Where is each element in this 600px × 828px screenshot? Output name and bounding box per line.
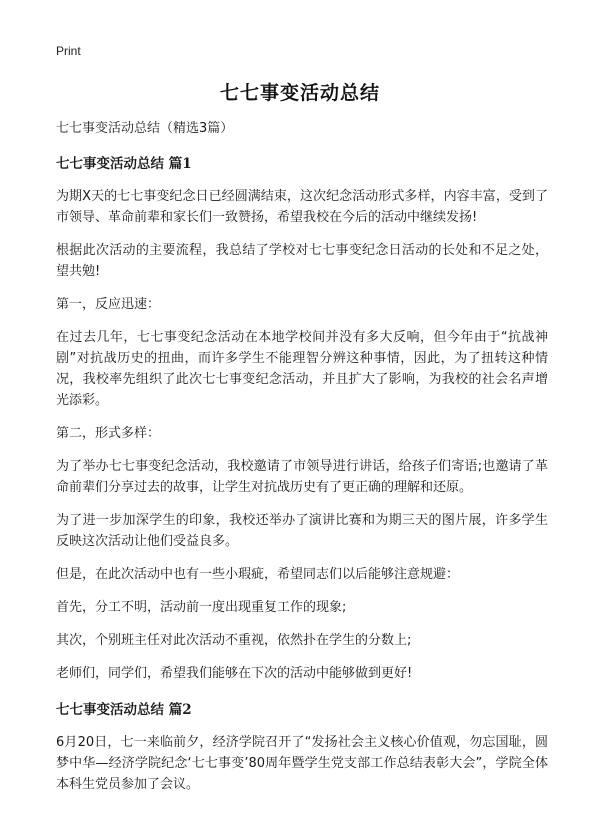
paragraph: 第二，形式多样： xyxy=(56,426,161,441)
paragraph: 但是，在此次活动中也有一些小瑕疵，希望同志们以后能够注意规避： xyxy=(56,567,460,582)
paragraph: 根据此次活动的主要流程，我总结了学校对七七事变纪念日活动的长处和不足之处，望共勉! xyxy=(56,243,548,279)
paragraph: 其次，个别班主任对此次活动不重视，依然扑在学生的分数上; xyxy=(56,633,412,648)
section-heading-2: 七七事变活动总结 篇2 xyxy=(56,702,192,718)
print-link[interactable]: Print xyxy=(56,44,81,58)
section-heading-1: 七七事变活动总结 篇1 xyxy=(56,156,192,172)
document-body xyxy=(56,120,548,807)
paragraph: 第一，反应迅速： xyxy=(56,297,161,312)
paragraph: 为了进一步加深学生的印象，我校还举办了演讲比赛和为期三天的图片展，许多学生反映这次活动让他们受益良多。 xyxy=(56,513,548,549)
paragraph: 为了举办七七事变纪念活动，我校邀请了市领导进行讲话，给孩子们寄语;也邀请了革命前辈们分享过去的故事，让学生对抗战历史有了更正确的理解和还原。 xyxy=(56,459,548,495)
document-subtitle: 七七事变活动总结（精选3篇） xyxy=(56,121,234,136)
paragraph: 6月20日，七一来临前夕，经济学院召开了“发扬社会主义核心价值观，勿忘国耻，圆梦中华—经济学院纪念‘七七事变’80周年暨学生党支部工作总结表彰大会”，学院全体本科生党员参加了会议。 xyxy=(56,735,548,792)
paragraph: 首先，分工不明，活动前一度出现重复工作的现象; xyxy=(56,600,347,615)
paragraph: 在过去几年，七七事变纪念活动在本地学校间并没有多大反响，但今年由于“抗战神剧”对抗战历史的扭曲，而许多学生不能理智分辨这种事情，因此，为了扭转这种情况，我校率先组织了此次七七事变纪念活动，并且扩大了影响，为我校的社会名声增光添彩。 xyxy=(56,330,548,408)
paragraph: 为期X天的七七事变纪念日已经圆满结束，这次纪念活动形式多样，内容丰富，受到了市领导、革命前辈和家长们一致赞扬，希望我校在今后的活动中继续发扬! xyxy=(56,189,548,225)
page-title: 七七事变活动总结 xyxy=(219,82,380,104)
paragraph: 老师们，同学们，希望我们能够在下次的活动中能够做到更好! xyxy=(56,666,413,681)
